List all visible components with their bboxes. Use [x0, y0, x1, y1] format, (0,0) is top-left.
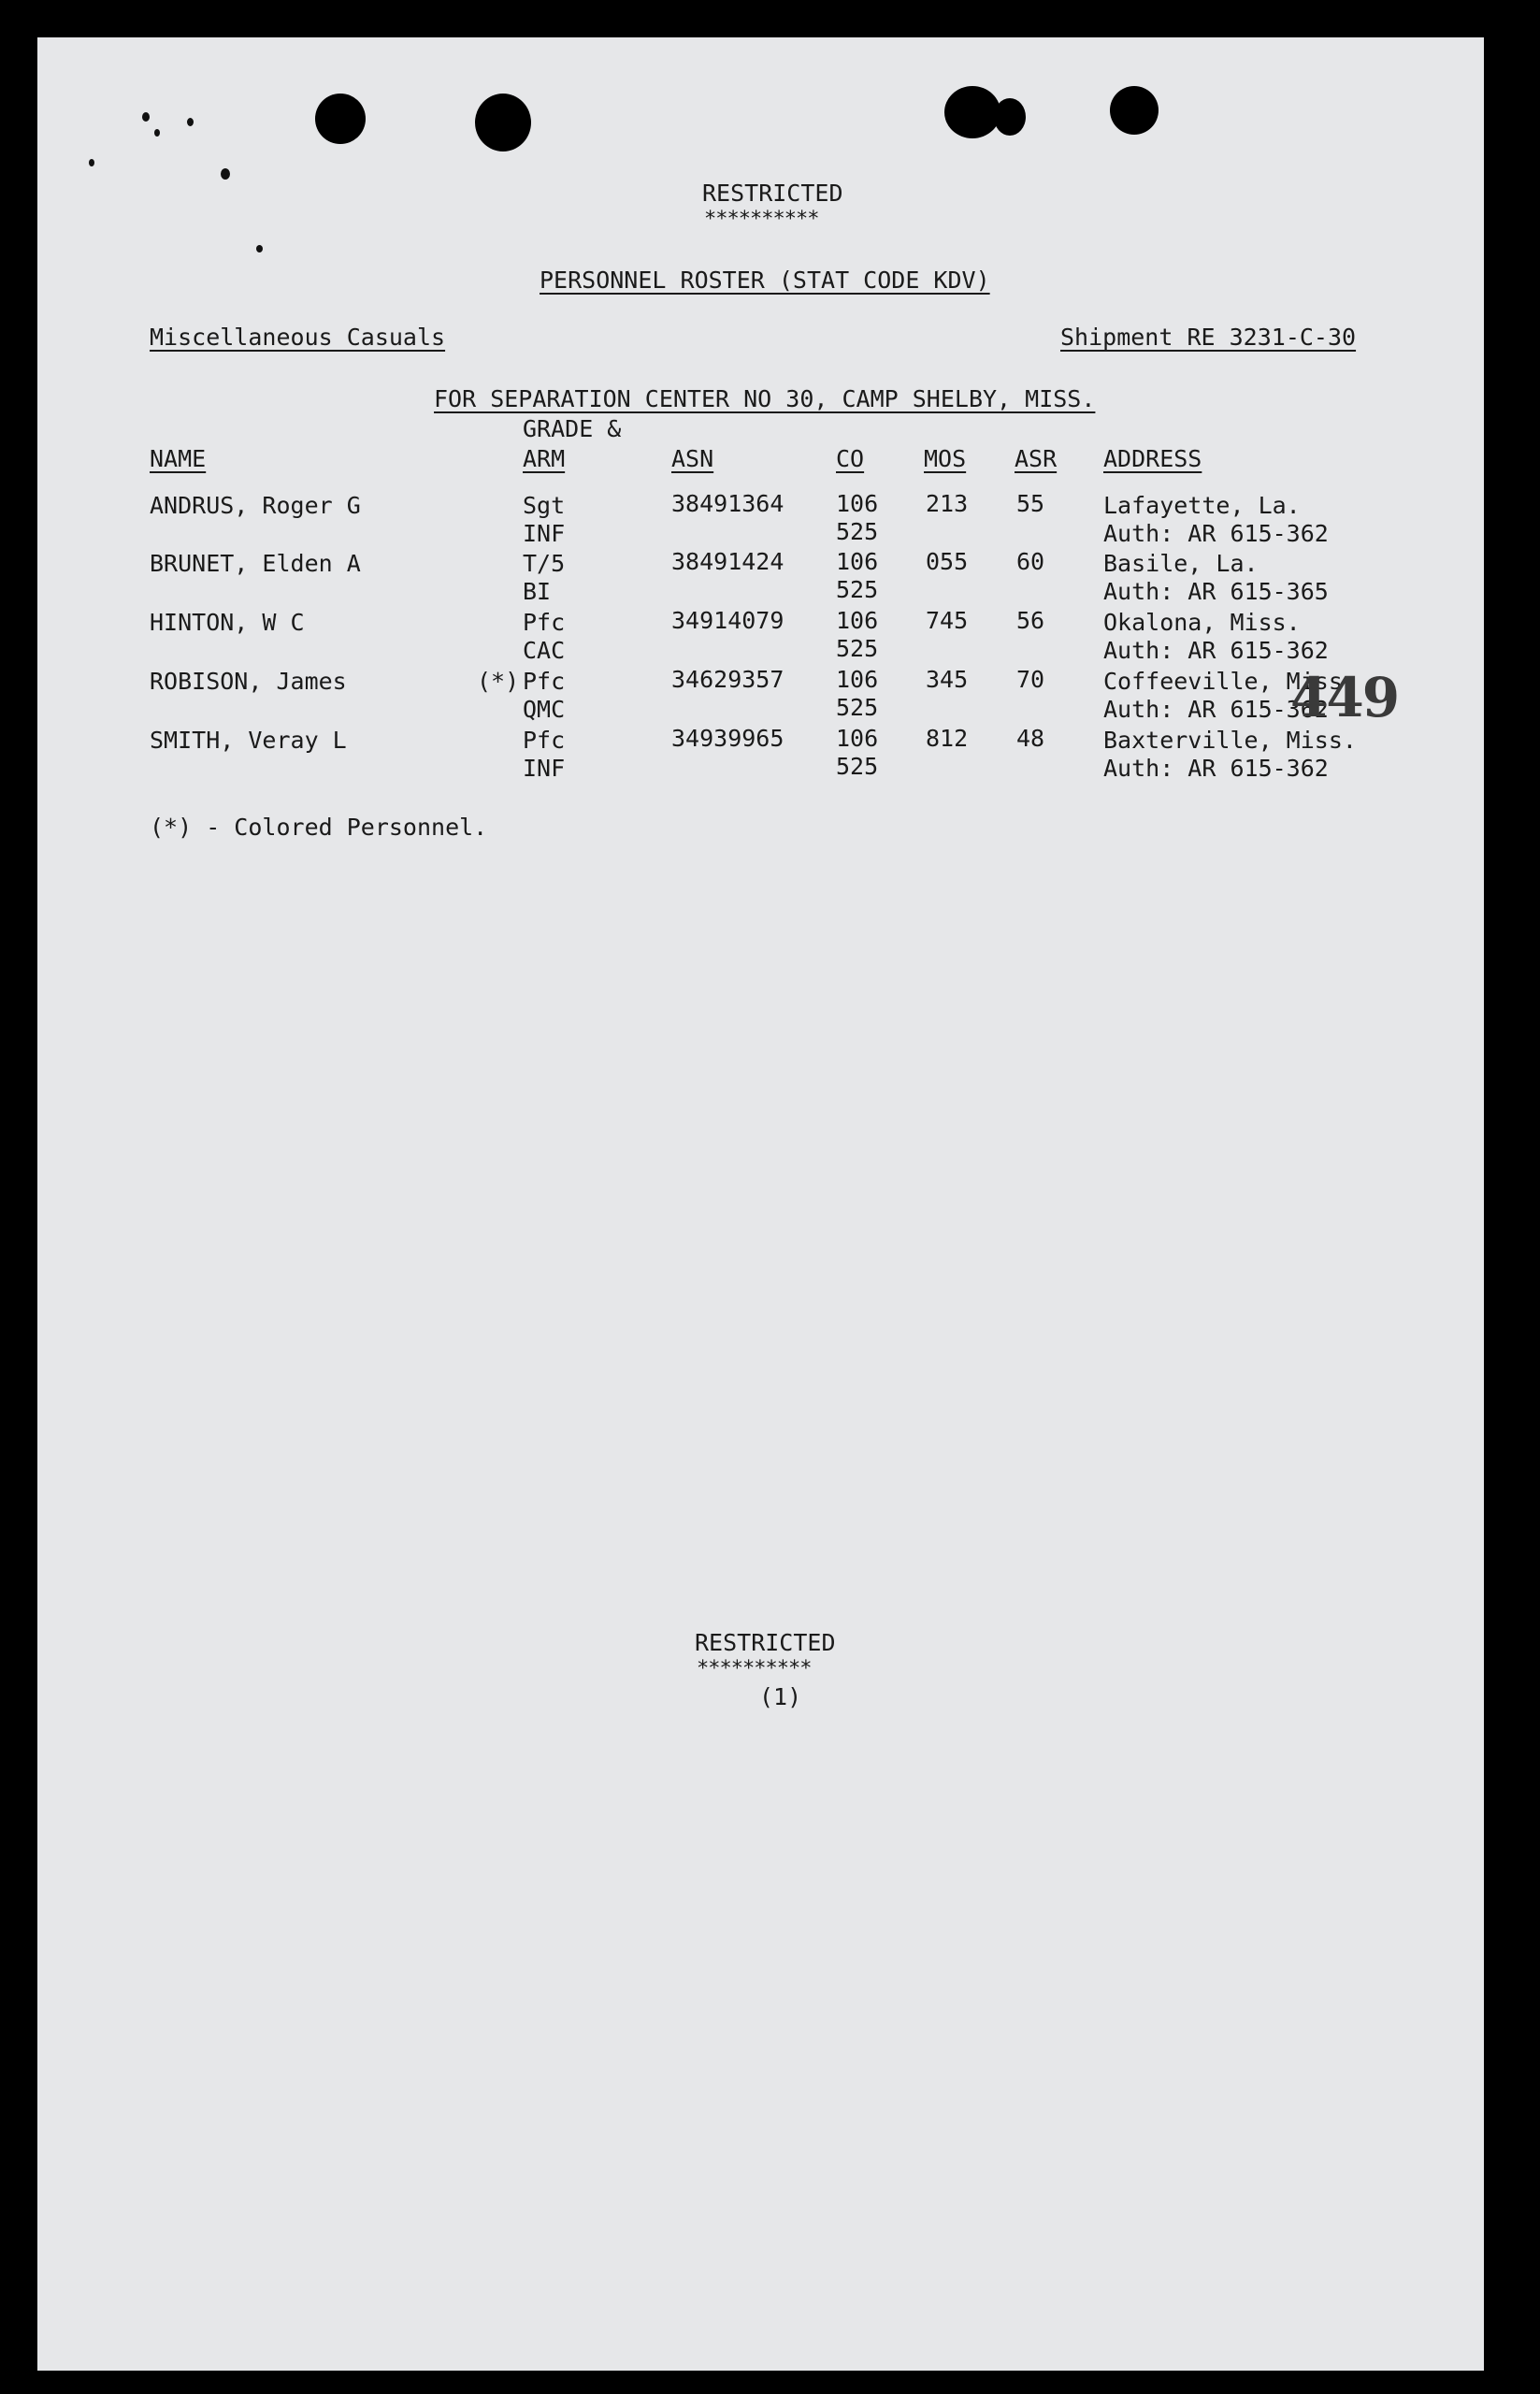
punch-hole [475, 94, 531, 151]
classification-top: RESTRICTED [702, 180, 843, 207]
row-co-sub: 525 [836, 576, 879, 603]
row-co: 106 [836, 666, 879, 693]
column-asr: ASR [1015, 445, 1058, 472]
row-asr: 70 [1016, 666, 1045, 693]
row-asn: 34914079 [671, 607, 784, 634]
punch-hole [315, 94, 366, 144]
row-address: Lafayette, La. [1103, 492, 1301, 519]
classification-stars-top: ********** [704, 208, 819, 231]
row-arm: CAC [523, 637, 566, 664]
row-asr: 48 [1016, 725, 1045, 752]
row-asn: 38491364 [671, 490, 784, 517]
row-authority: Auth: AR 615-362 [1103, 696, 1329, 723]
row-arm: INF [523, 755, 566, 782]
row-grade: Sgt [523, 492, 566, 519]
row-mos: 213 [926, 490, 969, 517]
row-name: ROBISON, James [150, 668, 347, 695]
row-address: Basile, La. [1103, 550, 1259, 577]
row-co-sub: 525 [836, 518, 879, 545]
shipment-number: Shipment RE 3231-C-30 [1060, 324, 1357, 351]
row-mark: (*) [477, 668, 520, 695]
ink-speck [89, 159, 94, 166]
row-address: Okalona, Miss. [1103, 609, 1301, 636]
row-co: 106 [836, 607, 879, 634]
row-address: Coffeeville, Miss. [1103, 668, 1357, 695]
row-co-sub: 525 [836, 635, 879, 662]
row-name: HINTON, W C [150, 609, 305, 636]
row-name: BRUNET, Elden A [150, 550, 361, 577]
document-page [37, 37, 1484, 2371]
row-co-sub: 525 [836, 694, 879, 721]
ink-speck [256, 245, 263, 252]
column-asn: ASN [671, 445, 714, 472]
ink-speck [142, 112, 150, 122]
row-grade: Pfc [523, 727, 566, 754]
row-authority: Auth: AR 615-362 [1103, 755, 1329, 782]
row-asr: 60 [1016, 548, 1045, 575]
row-authority: Auth: AR 615-362 [1103, 637, 1329, 664]
row-authority: Auth: AR 615-362 [1103, 520, 1329, 547]
row-mos: 812 [926, 725, 969, 752]
stamped-number: 449 [1290, 666, 1399, 729]
row-mos: 345 [926, 666, 969, 693]
row-asn: 34629357 [671, 666, 784, 693]
row-name: ANDRUS, Roger G [150, 492, 361, 519]
punch-hole [944, 86, 1000, 138]
row-asn: 38491424 [671, 548, 784, 575]
row-mos: 745 [926, 607, 969, 634]
row-asr: 55 [1016, 490, 1045, 517]
row-authority: Auth: AR 615-365 [1103, 578, 1329, 605]
row-mos: 055 [926, 548, 969, 575]
column-grade-arm: ARM [523, 445, 566, 472]
row-arm: QMC [523, 696, 566, 723]
roster-title: PERSONNEL ROSTER (STAT CODE KDV) [540, 267, 990, 294]
footnote: (*) - Colored Personnel. [150, 814, 488, 841]
column-grade-top: GRADE & [523, 415, 622, 442]
ink-speck [187, 118, 194, 126]
ink-speck [221, 168, 230, 180]
page-number: (1) [759, 1683, 802, 1710]
row-co-sub: 525 [836, 753, 879, 780]
classification-bottom: RESTRICTED [695, 1629, 836, 1656]
row-name: SMITH, Veray L [150, 727, 347, 754]
row-grade: Pfc [523, 668, 566, 695]
row-grade: T/5 [523, 550, 566, 577]
row-address: Baxterville, Miss. [1103, 727, 1357, 754]
classification-stars-bottom: ********** [697, 1657, 812, 1680]
destination-line: FOR SEPARATION CENTER NO 30, CAMP SHELBY, MISS. [434, 385, 1096, 412]
row-co: 106 [836, 725, 879, 752]
row-asr: 56 [1016, 607, 1045, 634]
row-grade: Pfc [523, 609, 566, 636]
unit-label: Miscellaneous Casuals [150, 324, 446, 351]
ink-speck [154, 129, 160, 137]
row-co: 106 [836, 490, 879, 517]
punch-hole [1110, 86, 1159, 135]
column-co: CO [836, 445, 865, 472]
row-arm: BI [523, 578, 552, 605]
column-address: ADDRESS [1103, 445, 1202, 472]
column-mos: MOS [924, 445, 967, 472]
punch-hole [994, 98, 1026, 136]
column-name: NAME [150, 445, 207, 472]
row-co: 106 [836, 548, 879, 575]
row-arm: INF [523, 520, 566, 547]
row-asn: 34939965 [671, 725, 784, 752]
